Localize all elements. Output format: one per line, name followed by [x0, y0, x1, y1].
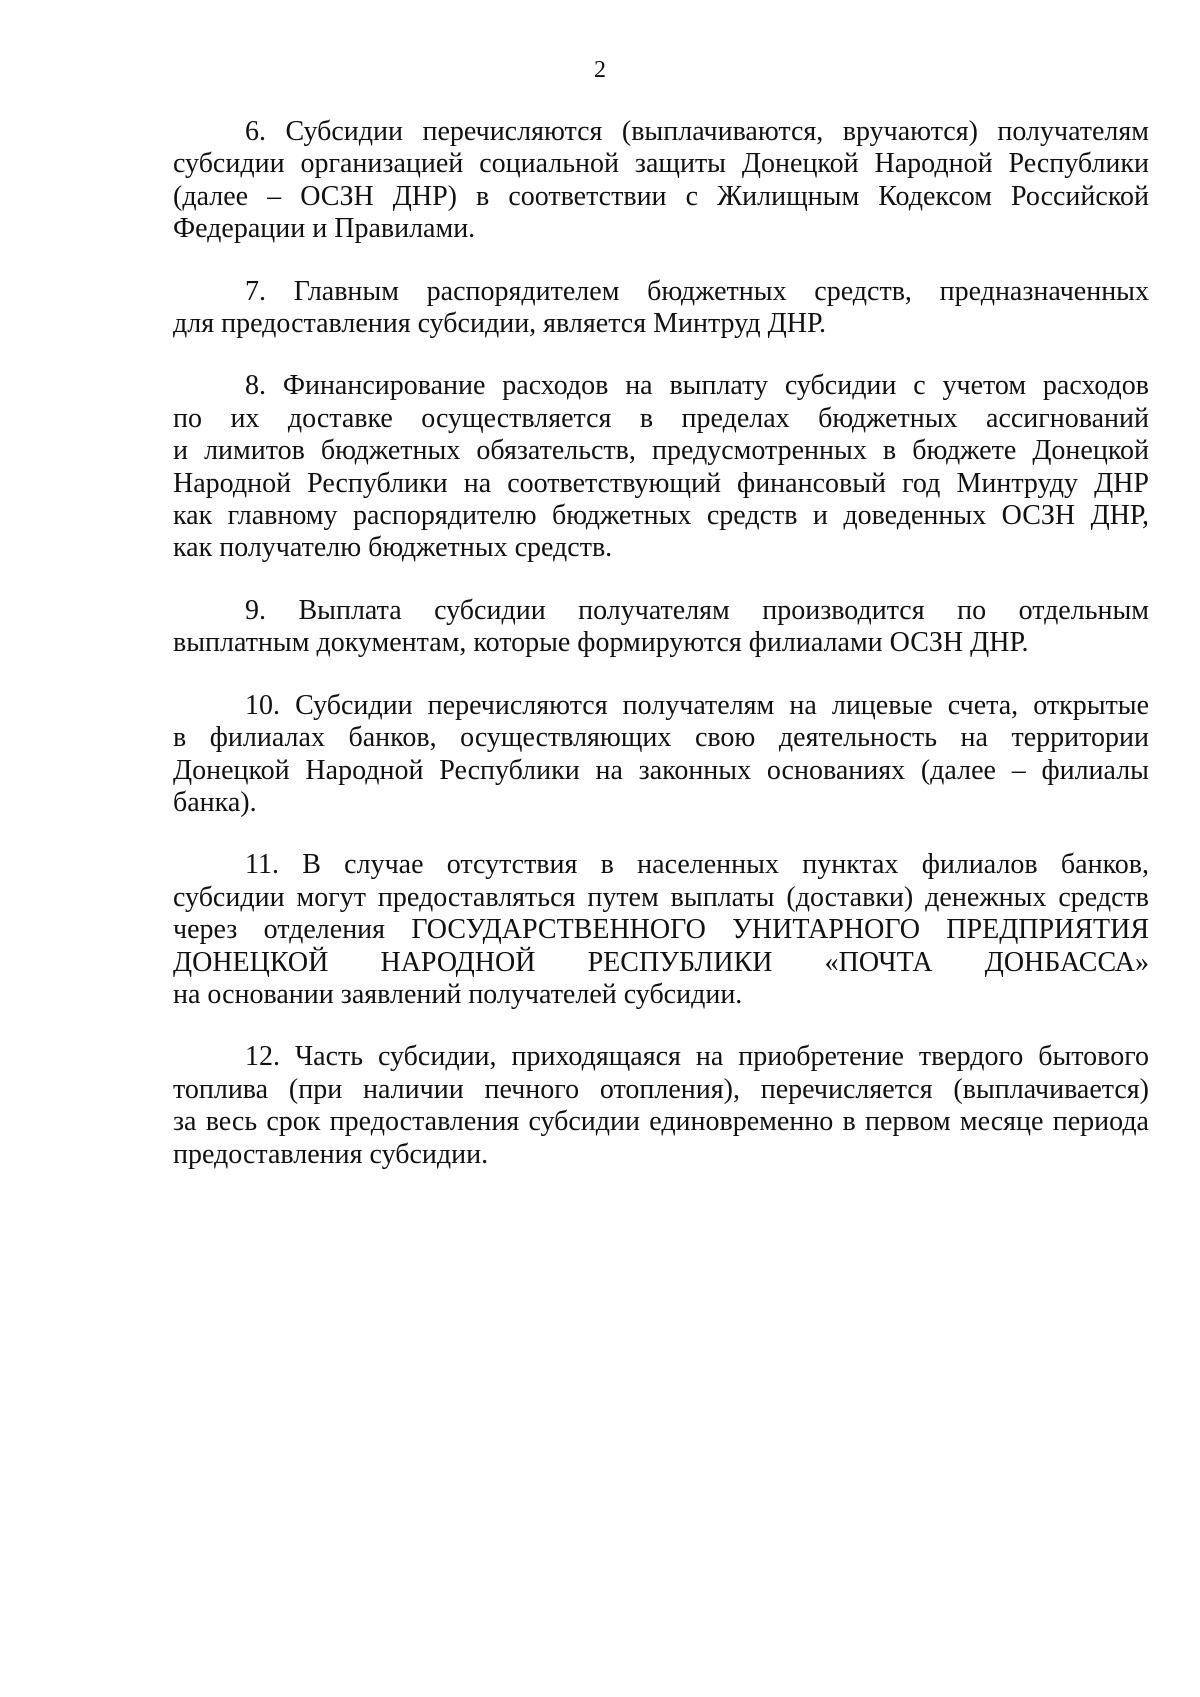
page-number: 2: [594, 57, 606, 83]
paragraph-7: [173, 276, 1149, 341]
paragraph-line: 12. Часть субсидии, приходящаяся на приобретение твердого бытового: [245, 1041, 1149, 1073]
paragraph-line: Народной Республики на соответствующий финансовый год Минтруду ДНР: [173, 467, 1149, 499]
paragraph-line: ДОНЕЦКОЙ НАРОДНОЙ РЕСПУБЛИКИ «ПОЧТА ДОНБАССА»: [173, 946, 1149, 978]
paragraph-12: [173, 1041, 1149, 1171]
paragraph-line: 9. Выплата субсидии получателям производится по отдельным: [245, 594, 1149, 626]
paragraph-line: (далее – ОСЗН ДНР) в соответствии с Жилищным Кодексом Российской: [173, 180, 1149, 212]
paragraph-line: топлива (при наличии печного отопления), перечисляется (выплачивается): [173, 1073, 1149, 1105]
paragraph-line: за весь срок предоставления субсидии единовременно в первом месяце периода: [173, 1106, 1149, 1138]
paragraph-line: и лимитов бюджетных обязательств, предусмотренных в бюджете Донецкой: [173, 435, 1149, 467]
paragraph-line: 7. Главным распорядителем бюджетных средств, предназначенных: [245, 275, 1149, 307]
paragraph-line: субсидии организацией социальной защиты Донецкой Народной Республики: [173, 148, 1149, 180]
paragraph-line: Донецкой Народной Республики на законных основаниях (далее – филиалы: [173, 754, 1149, 786]
paragraph-line: предоставления субсидии.: [173, 1138, 489, 1170]
paragraph-line: через отделения ГОСУДАРСТВЕННОГО УНИТАРНОГО ПРЕДПРИЯТИЯ: [173, 914, 1149, 946]
document-body: [173, 116, 1149, 1201]
paragraph-line: 8. Финансирование расходов на выплату субсидии с учетом расходов: [245, 370, 1149, 402]
paragraph-6: [173, 116, 1149, 246]
paragraph-9: [173, 595, 1149, 660]
paragraph-line: как получателю бюджетных средств.: [173, 532, 613, 564]
paragraph-line: для предоставления субсидии, является Минтруд ДНР.: [173, 308, 827, 340]
paragraph-line: субсидии могут предоставляться путем выплаты (доставки) денежных средств: [173, 881, 1149, 913]
paragraph-8: [173, 370, 1149, 564]
paragraph-11: [173, 849, 1149, 1011]
paragraph-line: 11. В случае отсутствия в населенных пунктах филиалов банков,: [245, 849, 1149, 881]
paragraph-line: выплатным документам, которые формируются филиалами ОСЗН ДНР.: [173, 627, 1029, 659]
paragraph-line: на основании заявлений получателей субсидии.: [173, 978, 743, 1010]
paragraph-line: банка).: [173, 786, 257, 818]
paragraph-line: 10. Субсидии перечисляются получателям на лицевые счета, открытые: [245, 689, 1149, 721]
paragraph-line: Федерации и Правилами.: [173, 213, 476, 245]
paragraph-line: как главному распорядителю бюджетных средств и доведенных ОСЗН ДНР,: [173, 500, 1149, 532]
paragraph-line: по их доставке осуществляется в пределах бюджетных ассигнований: [173, 402, 1149, 434]
paragraph-line: в филиалах банков, осуществляющих свою деятельность на территории: [173, 722, 1149, 754]
paragraph-line: 6. Субсидии перечисляются (выплачиваются, вручаются) получателям: [245, 116, 1149, 147]
paragraph-10: [173, 690, 1149, 820]
